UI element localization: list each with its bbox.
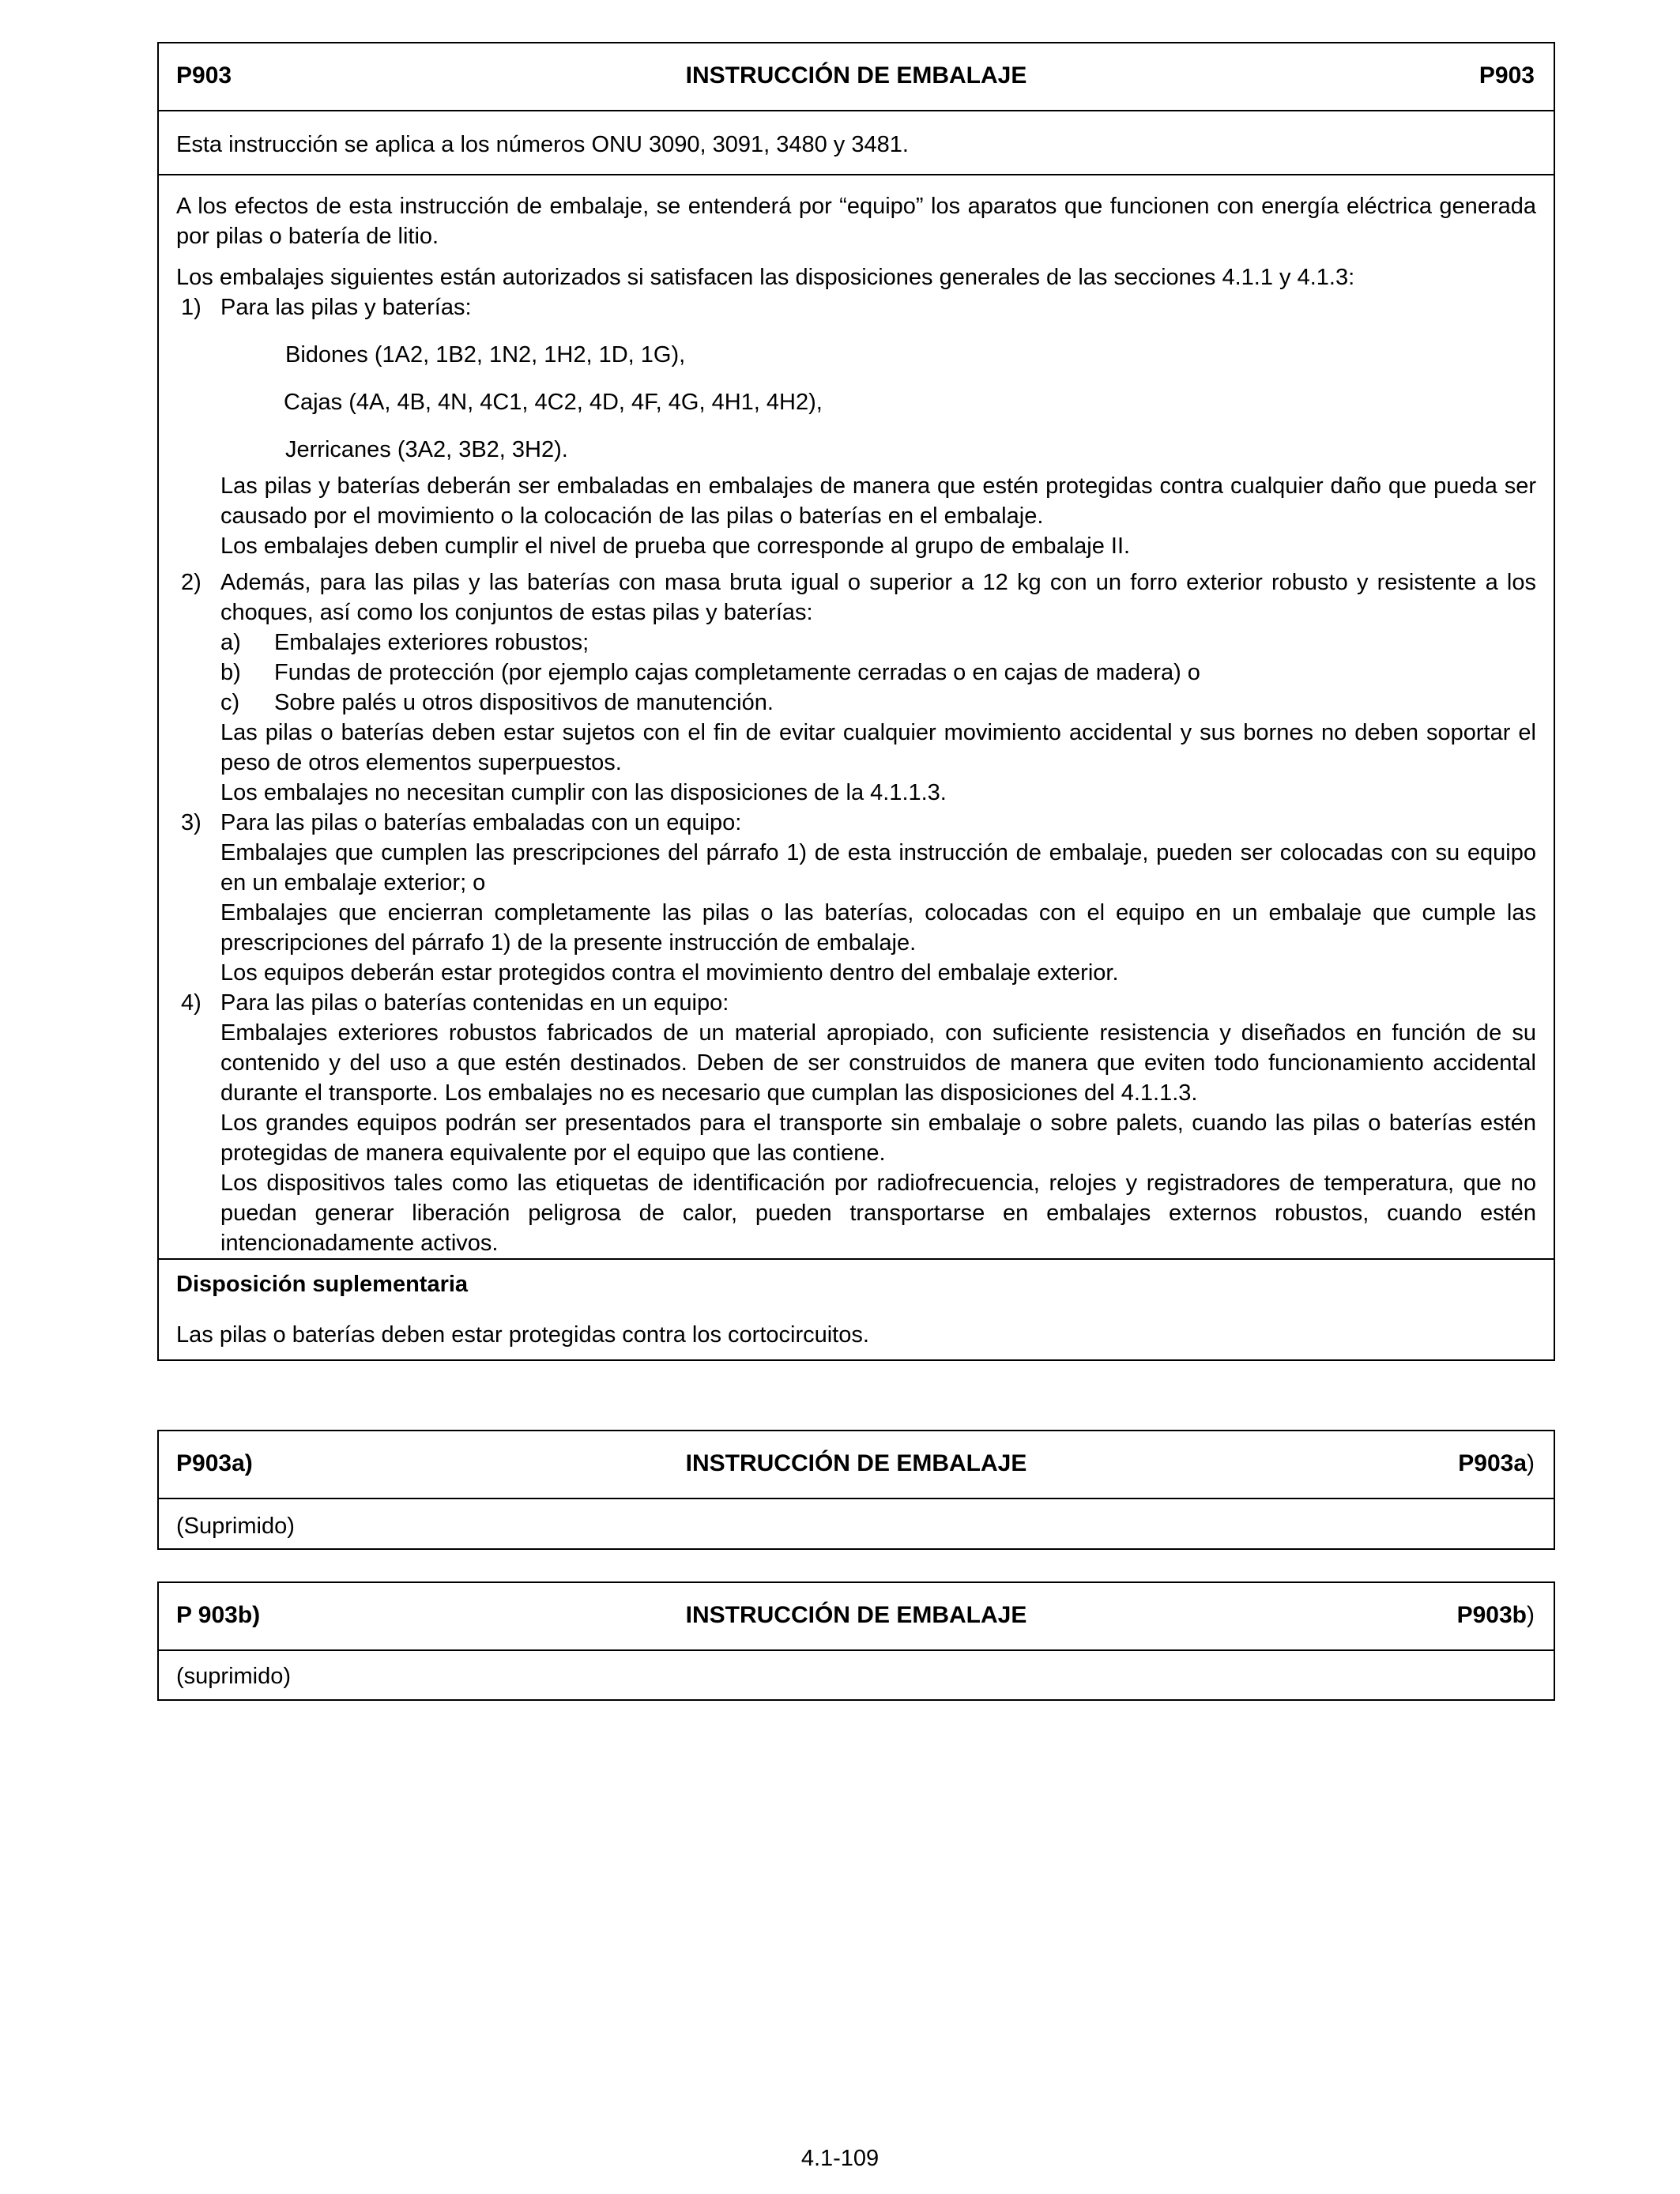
item-2-subitem-a: [220, 628, 1536, 658]
item-1-heading: Para las pilas y baterías:: [220, 295, 472, 320]
subitem-c-text: Sobre palés u otros dispositivos de manutención.: [274, 690, 774, 715]
p903a-code-right-wrap: [1458, 1449, 1535, 1479]
p903-item-4: [176, 988, 1536, 1258]
p903a-code-right: P903a: [1458, 1450, 1527, 1476]
item-4-text-2: Los grandes equipos podrán ser presentados para el transporte sin embalaje o sobre palets, cuando las pilas o baterías estén protegidas de manera equivalente por el equipo que las contiene.: [220, 1110, 1536, 1166]
p903b-table: [157, 1581, 1555, 1701]
p903-item-3: [176, 808, 1536, 988]
p903b-text: (suprimido): [176, 1664, 292, 1689]
item-2-subitem-b: [220, 658, 1536, 688]
subitem-b-text: Fundas de protección (por ejemplo cajas completamente cerradas o en cajas de madera) o: [274, 660, 1200, 685]
p903-item-2: [176, 567, 1536, 808]
subitem-c-letter: c): [220, 690, 240, 715]
p903a-body-row: [159, 1499, 1554, 1548]
p903a-text: (Suprimido): [176, 1514, 295, 1539]
p903-code-left: P903: [176, 62, 232, 89]
p903a-title: INSTRUCCIÓN DE EMBALAJE: [685, 1450, 1027, 1476]
p903a-code-right-paren: ): [1527, 1450, 1535, 1476]
p903-applies-row: [159, 111, 1554, 175]
p903-table: [157, 42, 1555, 1361]
item-2-heading: Además, para las pilas y las baterías con masa bruta igual o superior a 12 kg con un forro exterior robusto y resistente a los choques, así como los conjuntos de estas pilas y baterías:: [220, 570, 1536, 625]
p903-code-right: P903: [1478, 62, 1535, 89]
p903-applies-text: Esta instrucción se aplica a los números ONU 3090, 3091, 3480 y 3481.: [176, 132, 909, 157]
item-4-number: 4): [181, 990, 202, 1016]
p903b-code-right: P903b: [1456, 1602, 1527, 1628]
item-2-text-2: Los embalajes no necesitan cumplir con las disposiciones de la 4.1.1.3.: [220, 780, 947, 805]
item-3-text-1: Embalajes que cumplen las prescripciones del párrafo 1) de esta instrucción de embalaje, pueden ser colocadas con su equipo en un embalaje exterior; o: [220, 840, 1536, 895]
item-1-text-2: Los embalajes deben cumplir el nivel de prueba que corresponde al grupo de embalaje II.: [220, 533, 1131, 559]
p903b-title: INSTRUCCIÓN DE EMBALAJE: [685, 1602, 1027, 1628]
p903a-header: [159, 1431, 1554, 1499]
p903b-header: [159, 1583, 1554, 1651]
item-4-heading: Para las pilas o baterías contenidas en un equipo:: [220, 990, 729, 1016]
p903-item-1: [176, 292, 1536, 561]
item-2-number: 2): [181, 570, 202, 595]
subitem-a-letter: a): [220, 630, 241, 655]
p903-title: INSTRUCCIÓN DE EMBALAJE: [685, 62, 1027, 89]
p903-body-row: [159, 175, 1554, 1260]
item-1-packaging-boxes: Cajas (4A, 4B, 4N, 4C1, 4C2, 4D, 4F, 4G, 4H1, 4H2),: [284, 390, 823, 415]
item-2-subitem-c: [220, 688, 1536, 718]
p903b-code-right-wrap: [1457, 1600, 1535, 1630]
subitem-a-text: Embalajes exteriores robustos;: [274, 630, 590, 655]
item-2-text-1: Las pilas o baterías deben estar sujetos con el fin de evitar cualquier movimiento accidental y sus bornes no deben soportar el peso de otros elementos superpuestos.: [220, 720, 1536, 775]
item-1-packaging-drums: Bidones (1A2, 1B2, 1N2, 1H2, 1D, 1G),: [285, 342, 686, 368]
supplementary-text: Las pilas o baterías deben estar protegidas contra los cortocircuitos.: [176, 1322, 869, 1348]
page-number: 4.1-109: [800, 2146, 880, 2171]
p903-header: [159, 43, 1554, 111]
p903-supplementary-row: [159, 1260, 1554, 1359]
p903b-code-left: P 903b): [176, 1602, 261, 1628]
p903b-code-right-paren: ): [1527, 1602, 1535, 1628]
item-3-heading: Para las pilas o baterías embaladas con un equipo:: [220, 810, 742, 835]
item-3-text-3: Los equipos deberán estar protegidos contra el movimiento dentro del embalaje exterior.: [220, 960, 1119, 986]
p903-definition: A los efectos de esta instrucción de embalaje, se entenderá por “equipo” los aparatos que funcionen con energía eléctrica generada por pilas o batería de litio.: [176, 194, 1536, 249]
p903a-code-left: P903a): [176, 1450, 253, 1476]
item-1-packaging-jerricans: Jerricanes (3A2, 3B2, 3H2).: [285, 437, 568, 462]
item-3-number: 3): [181, 810, 202, 835]
subitem-b-letter: b): [220, 660, 241, 685]
p903a-table: [157, 1430, 1555, 1550]
p903b-body-row: [159, 1651, 1554, 1699]
item-3-text-2: Embalajes que encierran completamente las pilas o las baterías, colocadas con el equipo en un embalaje que cumple las prescripciones del párrafo 1) de la presente instrucción de embalaje.: [220, 900, 1536, 956]
p903-authorized: Los embalajes siguientes están autorizados si satisfacen las disposiciones generales de las secciones 4.1.1 y 4.1.3:: [176, 265, 1355, 290]
supplementary-title: Disposición suplementaria: [176, 1272, 469, 1297]
item-4-text-1: Embalajes exteriores robustos fabricados de un material apropiado, con suficiente resistencia y diseñados en función de su contenido y del uso a que estén destinados. Deben de ser construidos de manera que eviten todo funcionamiento accidental durante el transporte. Los embalajes no es necesario que cumplan las disposiciones del 4.1.1.3.: [220, 1020, 1536, 1106]
item-1-number: 1): [181, 295, 202, 320]
item-4-text-3: Los dispositivos tales como las etiquetas de identificación por radiofrecuencia, relojes y registradores de temperatura, que no puedan generar liberación peligrosa de calor, pueden transportarse en embalajes externos robustos, cuando estén intencionadamente activos.: [220, 1171, 1536, 1256]
item-1-text-1: Las pilas y baterías deberán ser embaladas en embalajes de manera que estén protegidas contra cualquier daño que pueda ser causado por el movimiento o la colocación de las pilas o baterías en el embalaje.: [220, 473, 1536, 529]
